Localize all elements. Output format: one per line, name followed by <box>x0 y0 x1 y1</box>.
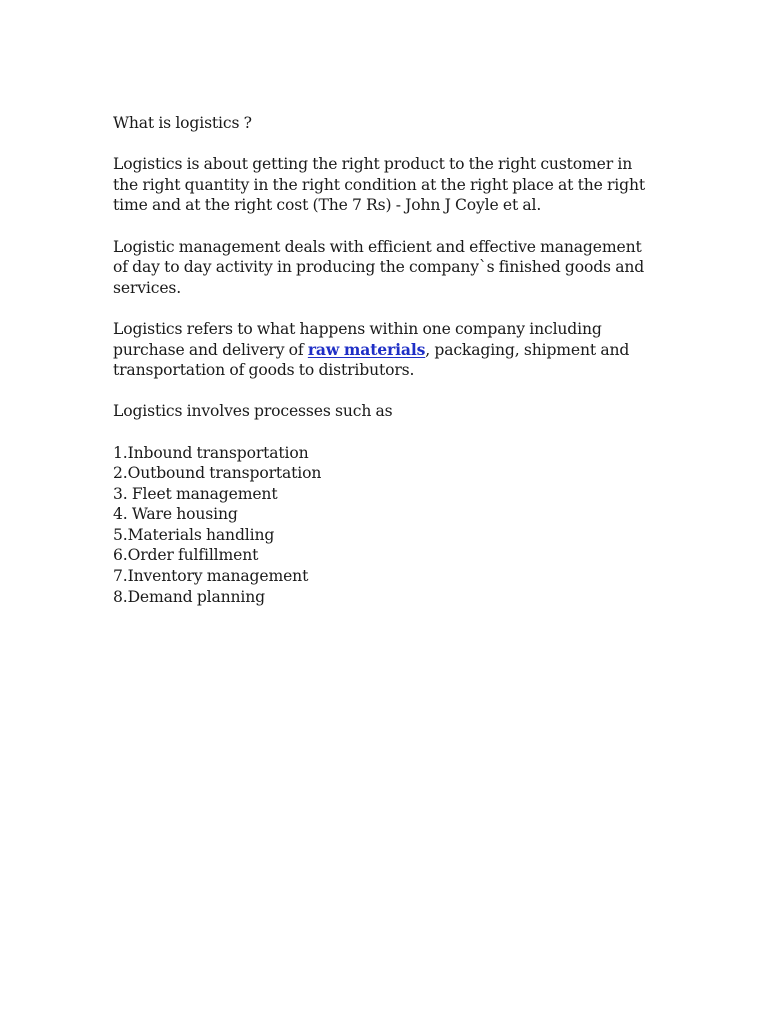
raw-materials-link[interactable]: raw materials <box>307 339 426 359</box>
list-item: 4. Ware housing <box>113 505 238 524</box>
list-item: 8.Demand planning <box>113 587 265 606</box>
paragraph-scope <box>113 319 658 381</box>
paragraph-processes-intro: Logistics involves processes such as <box>113 402 393 421</box>
paragraph-scope-text-before: Logistics refers to what happens within one company including purchase and delivery of <box>113 319 602 359</box>
paragraph-definition: Logistics is about getting the right product to the right customer in the right quantity in the right condition at the right place at the right time and at the right cost (The 7 Rs) - John J Coyle et al. <box>113 155 645 215</box>
paragraph-management: Logistic management deals with efficient and effective management of day to day activity in producing the company`s finished goods and services. <box>113 237 645 297</box>
page-heading: What is logistics ? <box>113 114 252 132</box>
document-body <box>113 113 658 607</box>
list-item: 2.Outbound transportation <box>113 464 322 483</box>
list-item: 3. Fleet management <box>113 484 278 503</box>
processes-list <box>113 443 658 608</box>
list-item: 1.Inbound transportation <box>113 443 309 462</box>
paragraph-scope-text-after: , packaging, shipment and transportation of goods to distributors. <box>113 340 630 380</box>
list-item: 6.Order fulfillment <box>113 546 259 565</box>
list-item: 7.Inventory management <box>113 567 309 586</box>
list-item: 5.Materials handling <box>113 525 275 544</box>
